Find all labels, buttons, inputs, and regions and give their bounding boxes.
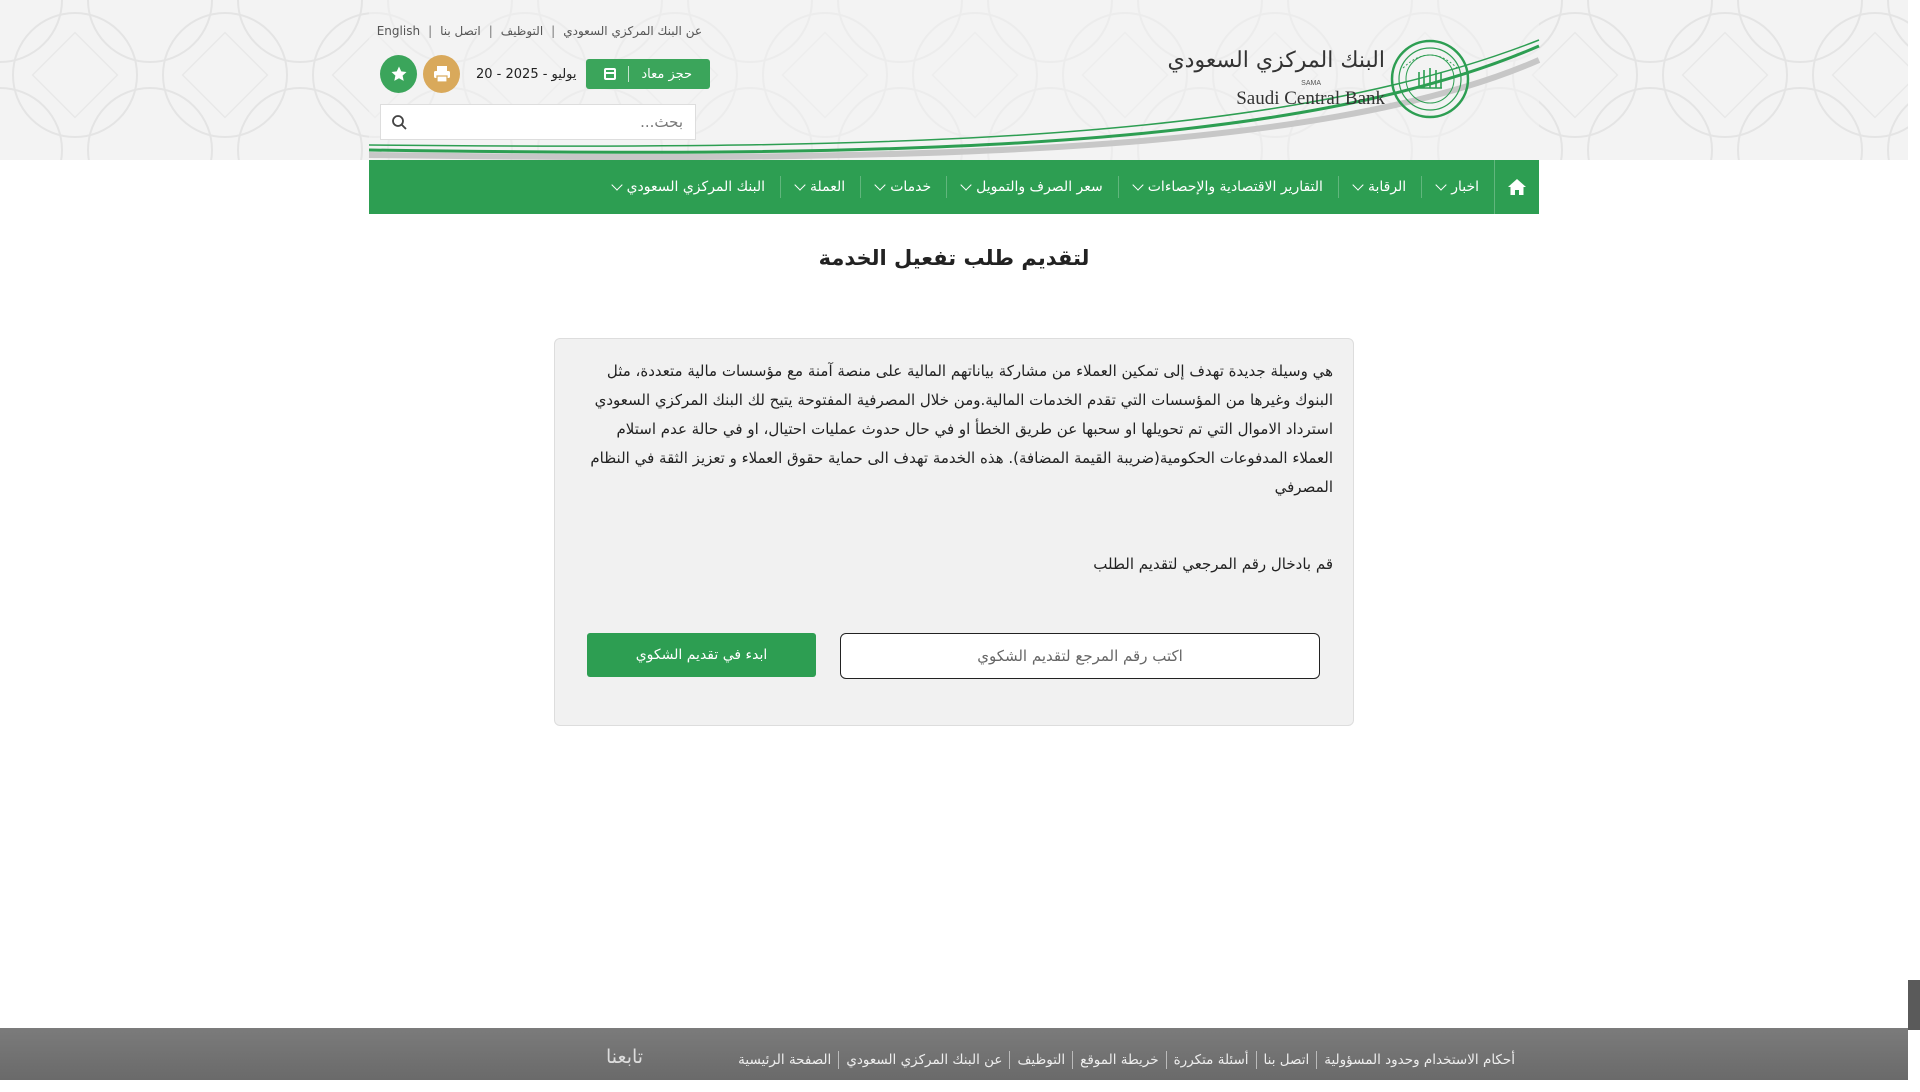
chevron-down-icon bbox=[960, 179, 971, 190]
search-input[interactable] bbox=[417, 105, 695, 139]
top-utility-links bbox=[376, 24, 710, 38]
chevron-down-icon bbox=[794, 179, 805, 190]
print-icon bbox=[433, 65, 451, 83]
top-link-about[interactable]: عن البنك المركزي السعودي bbox=[563, 24, 702, 38]
nav-item-label: خدمات bbox=[890, 179, 932, 195]
sama-logo[interactable] bbox=[1167, 38, 1471, 128]
scrollbar-thumb[interactable] bbox=[1908, 980, 1920, 1030]
home-icon bbox=[1508, 179, 1526, 195]
calendar-icon bbox=[604, 68, 616, 80]
header bbox=[0, 0, 1908, 160]
footer-link-terms[interactable]: أحكام الاستخدام وحدود المسؤولية bbox=[1324, 1052, 1515, 1068]
page-scrollbar[interactable] bbox=[1908, 0, 1920, 1080]
footer-link-home[interactable]: الصفحة الرئيسية bbox=[738, 1052, 832, 1068]
nav-home-button[interactable] bbox=[1494, 160, 1539, 214]
separator bbox=[1072, 1051, 1073, 1069]
separator bbox=[1009, 1051, 1010, 1069]
date-appointment-row bbox=[380, 55, 710, 93]
nav-item-supervision[interactable] bbox=[1338, 176, 1421, 198]
main-navigation bbox=[369, 160, 1539, 214]
nav-item-currency[interactable] bbox=[780, 176, 860, 198]
search-box bbox=[380, 104, 696, 140]
top-link-contact[interactable]: اتصل بنا bbox=[440, 24, 481, 38]
chevron-down-icon bbox=[1352, 179, 1363, 190]
book-appointment-label: حجز معاد bbox=[641, 66, 693, 82]
service-activation-card bbox=[554, 338, 1354, 726]
nav-item-label: الرقابة bbox=[1367, 179, 1407, 195]
nav-item-central-bank[interactable] bbox=[598, 176, 780, 198]
current-date: 20 - يوليو - 2025 bbox=[476, 66, 577, 82]
footer-link-contact[interactable]: اتصل بنا bbox=[1263, 1052, 1310, 1068]
separator: | bbox=[428, 24, 433, 38]
chevron-down-icon bbox=[611, 179, 622, 190]
footer-link-faq[interactable]: أسئلة متكررة bbox=[1173, 1052, 1249, 1068]
star-icon bbox=[390, 65, 408, 83]
nav-item-economic-reports[interactable] bbox=[1118, 176, 1338, 198]
reference-instruction: قم بادخال رقم المرجعي لتقديم الطلب bbox=[1093, 555, 1333, 573]
print-button[interactable] bbox=[423, 55, 460, 93]
service-description: هي وسيلة جديدة تهدف إلى تمكين العملاء من مشاركة بياناتهم المالية على منصة آمنة مع مؤسسات مالية متعددة، مثل البنوك وغيرها من المؤسسات التي تقدم الخدمات المالية.ومن خلال المصرفية المفتوحة يتيح لك البنك المركزي السعودي استرداد الاموال التي تم تحويلها او سحبها عن طريق الخطأ او في حال حدوث عمليات احتيال، او في حالة عدم استلام العملاء المدفوعات الحكومية(ضريبة القيمة المضافة). هذه الخدمة تهدف الى حماية حقوق العملاء و تعزيز الثقة في النظام المصرفي bbox=[590, 362, 1333, 496]
footer bbox=[0, 1028, 1908, 1080]
footer-links bbox=[731, 1028, 1522, 1092]
separator bbox=[1256, 1051, 1257, 1069]
separator bbox=[1166, 1051, 1167, 1069]
logo-sama-label: SAMA bbox=[1301, 80, 1321, 87]
top-link-careers[interactable]: التوظيف bbox=[500, 24, 544, 38]
page-title: لتقديم طلب تفعيل الخدمة bbox=[818, 246, 1090, 270]
top-link-english[interactable]: English bbox=[376, 24, 421, 38]
follow-us-heading: تابعنا bbox=[606, 1046, 644, 1068]
separator: | bbox=[488, 24, 493, 38]
favorite-button[interactable] bbox=[380, 55, 417, 93]
separator: | bbox=[551, 24, 556, 38]
nav-item-exchange-rate[interactable] bbox=[946, 176, 1118, 198]
sama-seal-logo bbox=[1389, 38, 1471, 120]
footer-link-about[interactable]: عن البنك المركزي السعودي bbox=[846, 1052, 1003, 1068]
header-background-pattern bbox=[0, 0, 1908, 160]
nav-item-news[interactable] bbox=[1421, 176, 1494, 198]
start-complaint-button[interactable]: ابدء في تقديم الشكوي bbox=[587, 633, 816, 677]
chevron-down-icon bbox=[1436, 179, 1447, 190]
nav-item-label: التقارير الاقتصادية والإحصاءات bbox=[1147, 179, 1323, 195]
chevron-down-icon bbox=[875, 179, 886, 190]
divider bbox=[628, 66, 629, 82]
nav-item-label: العملة bbox=[810, 179, 846, 195]
reference-number-input[interactable] bbox=[840, 633, 1320, 679]
logo-english-name: Saudi Central Bank bbox=[1236, 88, 1385, 109]
chevron-down-icon bbox=[1132, 179, 1143, 190]
nav-item-label: اخبار bbox=[1451, 179, 1479, 195]
separator bbox=[1316, 1051, 1317, 1069]
nav-item-label: البنك المركزي السعودي bbox=[626, 179, 766, 195]
search-icon[interactable] bbox=[381, 104, 417, 140]
footer-link-sitemap[interactable]: خريطة الموقع bbox=[1080, 1052, 1159, 1068]
separator bbox=[838, 1051, 839, 1069]
nav-item-services[interactable] bbox=[860, 176, 946, 198]
footer-link-careers[interactable]: التوظيف bbox=[1017, 1052, 1066, 1068]
book-appointment-button[interactable] bbox=[586, 59, 710, 89]
nav-item-label: سعر الصرف والتمويل bbox=[976, 179, 1103, 195]
logo-arabic-name: البنك المركزي السعودي bbox=[1167, 48, 1385, 73]
